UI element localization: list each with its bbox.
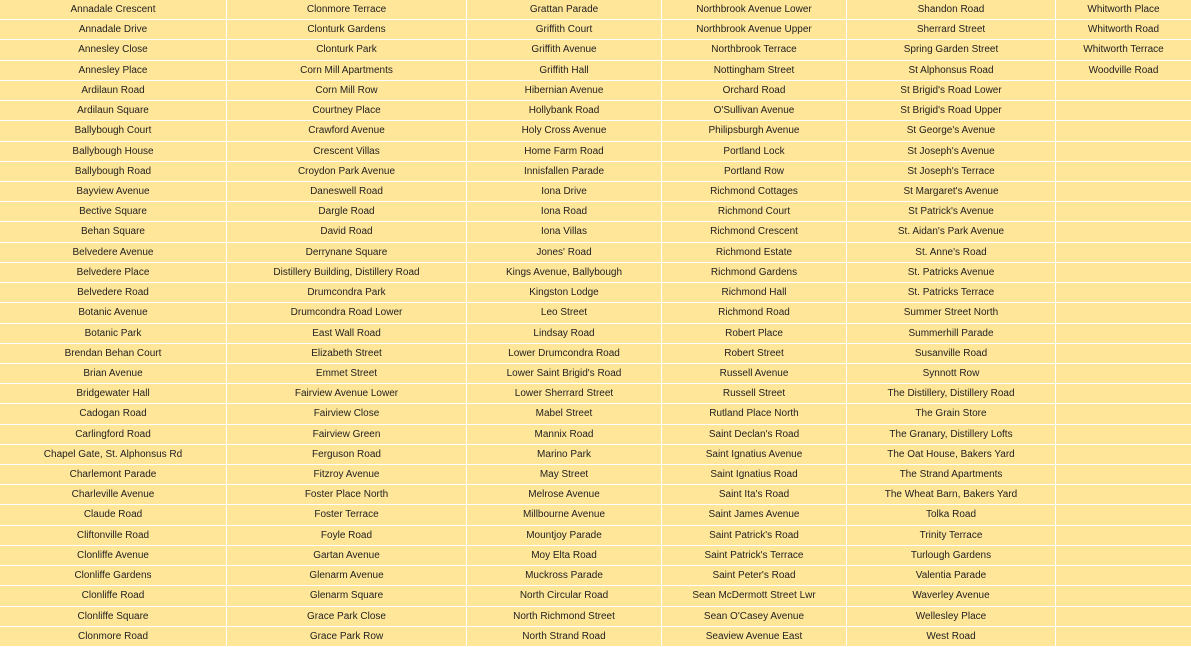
table-cell[interactable]: Bridgewater Hall [0,384,226,404]
table-column [847,0,1056,647]
table-cell[interactable]: Saint Ignatius Road [662,465,846,485]
table-cell[interactable]: Bective Square [0,202,226,222]
table-cell[interactable]: Sean McDermott Street Lwr [662,586,846,606]
table-column [467,0,662,647]
table-cell[interactable]: Clonliffe Square [0,607,226,627]
table-cell[interactable]: St George's Avenue [847,121,1055,141]
table-cell[interactable]: St Patrick's Avenue [847,202,1055,222]
table-cell[interactable] [1056,505,1191,525]
table-cell[interactable]: Russell Street [662,384,846,404]
table-cell[interactable]: Chapel Gate, St. Alphonsus Rd [0,445,226,465]
table-cell[interactable]: Derrynane Square [227,243,466,263]
table-cell[interactable] [1056,303,1191,323]
table-cell[interactable]: Elizabeth Street [227,344,466,364]
table-column [662,0,847,647]
table-cell[interactable]: North Circular Road [467,586,661,606]
table-cell[interactable]: Synnott Row [847,364,1055,384]
table-cell[interactable]: Belvedere Avenue [0,243,226,263]
table-cell[interactable]: Lower Sherrard Street [467,384,661,404]
table-cell[interactable]: Clonliffe Gardens [0,566,226,586]
table-cell[interactable]: St Brigid's Road Upper [847,101,1055,121]
table-cell[interactable]: Mabel Street [467,404,661,424]
table-cell[interactable]: The Strand Apartments [847,465,1055,485]
table-cell[interactable]: The Grain Store [847,404,1055,424]
table-cell[interactable]: The Oat House, Bakers Yard [847,445,1055,465]
table-cell[interactable]: Nottingham Street [662,61,846,81]
table-cell[interactable]: Saint James Avenue [662,505,846,525]
table-cell[interactable]: St. Aidan's Park Avenue [847,222,1055,242]
table-cell[interactable]: Wellesley Place [847,607,1055,627]
table-cell[interactable]: Rutland Place North [662,404,846,424]
table-cell[interactable]: Clonmore Road [0,627,226,647]
table-cell[interactable] [1056,526,1191,546]
table-cell[interactable] [1056,182,1191,202]
table-cell[interactable] [1056,263,1191,283]
table-cell[interactable]: Foster Place North [227,485,466,505]
table-cell[interactable]: Mannix Road [467,425,661,445]
table-cell[interactable]: Dargle Road [227,202,466,222]
table-cell[interactable]: Charleville Avenue [0,485,226,505]
table-cell[interactable]: Clonliffe Avenue [0,546,226,566]
table-cell[interactable]: Ballybough Court [0,121,226,141]
table-column [227,0,467,647]
table-cell[interactable]: Ardilaun Square [0,101,226,121]
table-cell[interactable]: Kings Avenue, Ballybough [467,263,661,283]
table-cell[interactable]: West Road [847,627,1055,647]
table-cell[interactable] [1056,243,1191,263]
table-cell[interactable] [1056,384,1191,404]
table-cell[interactable]: Annesley Close [0,40,226,60]
table-cell[interactable]: Cliftonville Road [0,526,226,546]
table-cell[interactable]: Marino Park [467,445,661,465]
table-cell[interactable] [1056,445,1191,465]
table-cell[interactable]: Fitzroy Avenue [227,465,466,485]
table-cell[interactable]: Sherrard Street [847,20,1055,40]
table-cell[interactable]: Behan Square [0,222,226,242]
table-cell[interactable]: Carlingford Road [0,425,226,445]
table-cell[interactable]: Cadogan Road [0,404,226,424]
table-cell[interactable]: St. Patricks Terrace [847,283,1055,303]
table-cell[interactable]: Lindsay Road [467,324,661,344]
table-cell[interactable]: Clonturk Park [227,40,466,60]
table-cell[interactable]: Woodville Road [1056,61,1191,81]
table-cell[interactable]: Sean O'Casey Avenue [662,607,846,627]
table-cell[interactable]: Portland Lock [662,142,846,162]
table-cell[interactable]: St Alphonsus Road [847,61,1055,81]
table-cell[interactable]: Clonturk Gardens [227,20,466,40]
table-cell[interactable]: Hibernian Avenue [467,81,661,101]
table-cell[interactable]: Distillery Building, Distillery Road [227,263,466,283]
table-cell[interactable]: Corn Mill Apartments [227,61,466,81]
table-cell[interactable]: Crawford Avenue [227,121,466,141]
table-cell[interactable]: Saint Ignatius Avenue [662,445,846,465]
table-cell[interactable]: Griffith Avenue [467,40,661,60]
table-cell[interactable]: O'Sullivan Avenue [662,101,846,121]
table-cell[interactable] [1056,566,1191,586]
table-cell[interactable]: Summerhill Parade [847,324,1055,344]
table-cell[interactable]: Saint Patrick's Road [662,526,846,546]
table-cell[interactable]: Fairview Avenue Lower [227,384,466,404]
table-cell[interactable]: Ballybough House [0,142,226,162]
table-cell[interactable]: Daneswell Road [227,182,466,202]
table-cell[interactable]: Ferguson Road [227,445,466,465]
table-cell[interactable] [1056,465,1191,485]
table-cell[interactable]: Lower Saint Brigid's Road [467,364,661,384]
table-cell[interactable]: Susanville Road [847,344,1055,364]
table-cell[interactable]: Foster Terrace [227,505,466,525]
table-cell[interactable]: The Granary, Distillery Lofts [847,425,1055,445]
table-cell[interactable]: Millbourne Avenue [467,505,661,525]
table-cell[interactable]: David Road [227,222,466,242]
table-cell[interactable]: Foyle Road [227,526,466,546]
table-cell[interactable]: Glenarm Avenue [227,566,466,586]
table-cell[interactable]: Fairview Close [227,404,466,424]
table-cell[interactable]: Richmond Hall [662,283,846,303]
table-cell[interactable]: Orchard Road [662,81,846,101]
table-cell[interactable]: Summer Street North [847,303,1055,323]
table-cell[interactable]: Saint Ita's Road [662,485,846,505]
table-cell[interactable]: Philipsburgh Avenue [662,121,846,141]
table-cell[interactable]: North Richmond Street [467,607,661,627]
table-cell[interactable]: Robert Place [662,324,846,344]
table-cell[interactable]: Emmet Street [227,364,466,384]
table-cell[interactable]: Northbrook Avenue Upper [662,20,846,40]
table-cell[interactable] [1056,425,1191,445]
table-cell[interactable]: Mountjoy Parade [467,526,661,546]
table-cell[interactable]: Annadale Crescent [0,0,226,20]
table-cell[interactable]: Leo Street [467,303,661,323]
table-cell[interactable]: Courtney Place [227,101,466,121]
table-cell[interactable]: Charlemont Parade [0,465,226,485]
table-cell[interactable]: Iona Drive [467,182,661,202]
table-cell[interactable]: Robert Street [662,344,846,364]
table-cell[interactable]: St Joseph's Avenue [847,142,1055,162]
table-cell[interactable]: Belvedere Road [0,283,226,303]
table-cell[interactable]: Whitworth Place [1056,0,1191,20]
table-cell[interactable]: Botanic Park [0,324,226,344]
table-cell[interactable]: Richmond Court [662,202,846,222]
table-cell[interactable]: Muckross Parade [467,566,661,586]
table-cell[interactable]: Clonmore Terrace [227,0,466,20]
table-cell[interactable]: Brian Avenue [0,364,226,384]
table-cell[interactable]: East Wall Road [227,324,466,344]
table-cell[interactable]: Fairview Green [227,425,466,445]
table-column [0,0,227,647]
table-cell[interactable]: Portland Row [662,162,846,182]
table-cell[interactable]: Grace Park Row [227,627,466,647]
table-cell[interactable]: Drumcondra Park [227,283,466,303]
table-cell[interactable]: Clonliffe Road [0,586,226,606]
table-cell[interactable]: Griffith Court [467,20,661,40]
table-cell[interactable]: Whitworth Terrace [1056,40,1191,60]
table-cell[interactable]: Richmond Gardens [662,263,846,283]
table-cell[interactable]: Hollybank Road [467,101,661,121]
table-cell[interactable]: Northbrook Avenue Lower [662,0,846,20]
table-cell[interactable] [1056,101,1191,121]
table-cell[interactable]: Spring Garden Street [847,40,1055,60]
table-cell[interactable] [1056,283,1191,303]
table-cell[interactable]: Griffith Hall [467,61,661,81]
table-cell[interactable]: Saint Declan's Road [662,425,846,445]
table-cell[interactable]: Whitworth Road [1056,20,1191,40]
table-cell[interactable]: Lower Drumcondra Road [467,344,661,364]
table-cell[interactable]: Melrose Avenue [467,485,661,505]
table-cell[interactable]: Grace Park Close [227,607,466,627]
table-cell[interactable]: Croydon Park Avenue [227,162,466,182]
table-cell[interactable]: Brendan Behan Court [0,344,226,364]
table-cell[interactable]: Jones' Road [467,243,661,263]
table-cell[interactable] [1056,344,1191,364]
table-cell[interactable]: Kingston Lodge [467,283,661,303]
table-cell[interactable]: Bayview Avenue [0,182,226,202]
table-cell[interactable]: Tolka Road [847,505,1055,525]
table-cell[interactable]: Richmond Estate [662,243,846,263]
table-cell[interactable] [1056,202,1191,222]
table-cell[interactable] [1056,121,1191,141]
table-cell[interactable]: Richmond Crescent [662,222,846,242]
table-cell[interactable]: Corn Mill Row [227,81,466,101]
table-cell[interactable] [1056,142,1191,162]
table-cell[interactable] [1056,364,1191,384]
table-cell[interactable]: Iona Villas [467,222,661,242]
table-cell[interactable]: St Joseph's Terrace [847,162,1055,182]
table-cell[interactable]: Iona Road [467,202,661,222]
table-cell[interactable]: Glenarm Square [227,586,466,606]
table-cell[interactable]: St. Anne's Road [847,243,1055,263]
table-cell[interactable] [1056,485,1191,505]
table-cell[interactable] [1056,162,1191,182]
table-cell[interactable]: Ballybough Road [0,162,226,182]
table-cell[interactable]: Holy Cross Avenue [467,121,661,141]
table-cell[interactable]: Innisfallen Parade [467,162,661,182]
table-cell[interactable]: Grattan Parade [467,0,661,20]
table-cell[interactable]: Home Farm Road [467,142,661,162]
table-cell[interactable] [1056,627,1191,647]
table-cell[interactable]: St Margaret's Avenue [847,182,1055,202]
table-cell[interactable]: Russell Avenue [662,364,846,384]
table-cell[interactable] [1056,607,1191,627]
table-cell[interactable] [1056,404,1191,424]
table-cell[interactable]: Annesley Place [0,61,226,81]
table-cell[interactable]: Saint Patrick's Terrace [662,546,846,566]
table-cell[interactable]: May Street [467,465,661,485]
table-cell[interactable]: Turlough Gardens [847,546,1055,566]
table-cell[interactable]: Drumcondra Road Lower [227,303,466,323]
table-cell[interactable]: Botanic Avenue [0,303,226,323]
table-cell[interactable]: Ardilaun Road [0,81,226,101]
table-cell[interactable]: Seaview Avenue East [662,627,846,647]
table-cell[interactable]: Richmond Road [662,303,846,323]
table-cell[interactable] [1056,81,1191,101]
table-cell[interactable]: Crescent Villas [227,142,466,162]
table-cell[interactable]: Northbrook Terrace [662,40,846,60]
table-cell[interactable]: Saint Peter's Road [662,566,846,586]
table-cell[interactable]: North Strand Road [467,627,661,647]
table-cell[interactable]: St Brigid's Road Lower [847,81,1055,101]
table-cell[interactable]: Belvedere Place [0,263,226,283]
table-cell[interactable]: St. Patricks Avenue [847,263,1055,283]
table-cell[interactable]: Gartan Avenue [227,546,466,566]
table-cell[interactable] [1056,586,1191,606]
table-cell[interactable]: Richmond Cottages [662,182,846,202]
table-cell[interactable]: The Wheat Barn, Bakers Yard [847,485,1055,505]
table-cell[interactable]: Moy Elta Road [467,546,661,566]
table-cell[interactable]: Waverley Avenue [847,586,1055,606]
table-cell[interactable]: The Distillery, Distillery Road [847,384,1055,404]
table-cell[interactable] [1056,324,1191,344]
table-cell[interactable]: Valentia Parade [847,566,1055,586]
table-cell[interactable] [1056,222,1191,242]
table-cell[interactable]: Annadale Drive [0,20,226,40]
table-cell[interactable] [1056,546,1191,566]
table-cell[interactable]: Trinity Terrace [847,526,1055,546]
table-column [1056,0,1191,647]
table-cell[interactable]: Claude Road [0,505,226,525]
table-cell[interactable]: Shandon Road [847,0,1055,20]
